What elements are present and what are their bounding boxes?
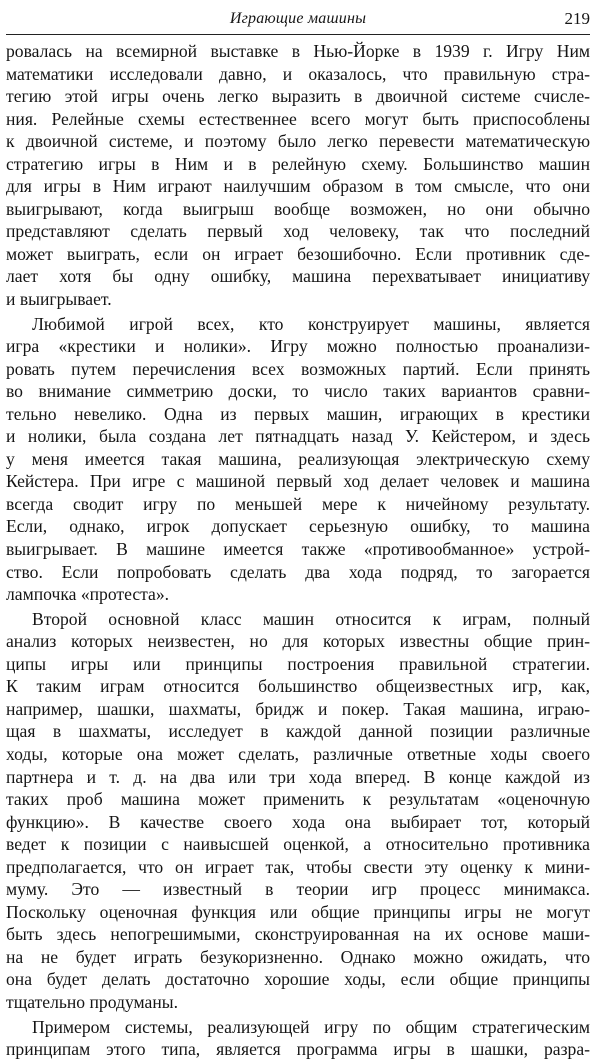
text-line: ходы, которые она может сделать, различные ответные ходы своего	[6, 743, 590, 764]
text-line: стратегию игры в Ним и в релейную схему. Большинство машин	[6, 153, 590, 174]
text-line: Кейстера. При игре с машиной первый ход делает человек и машина	[6, 471, 590, 492]
text-line: ровать путем перечисления всех возможных партий. Если принять	[6, 358, 590, 379]
header-rule	[6, 34, 590, 35]
text-line: ровалась на всемирной выставке в Нью-Йорке в 1939 г. Игру Ним	[6, 41, 590, 61]
text-line: предполагается, что он играет так, чтобы свести эту оценку к мини-	[6, 856, 590, 877]
text-line: математики исследовали давно, и оказалось, что правильную стра-	[6, 63, 590, 84]
text-line: во внимание симметрию доски, то число таких вариантов сравни-	[6, 381, 590, 402]
text-line: выигрывает. В машине имеется также «противообманное» устрой-	[6, 539, 590, 560]
text-line: на не будет играть безукоризненно. Однако можно ожидать, что	[6, 946, 590, 967]
text-line: для игры в Ним играют наилучшим образом в том смысле, что они	[6, 176, 590, 197]
page-number: 219	[564, 9, 590, 28]
text-line: всегда сводит игру по меньшей мере к ничейному результату.	[6, 493, 590, 514]
text-line: Примером системы, реализующей игру по общим стратегическим	[32, 1016, 590, 1037]
text-line: ведет к позиции с наивысшей оценкой, а относительно противника	[6, 834, 590, 855]
text-line: к двоичной системе, и поэтому было легко перевести математическую	[6, 131, 590, 152]
text-line: функцию». В качестве своего хода она выбирает тот, который	[6, 811, 590, 832]
text-line: и нолики, была создана лет пятнадцать назад У. Кейстером, и здесь	[6, 426, 590, 447]
text-line: таких проб машина может применить к результатам «оценочную	[6, 789, 590, 810]
text-line: представляют сделать первый ход человеку, так что последний	[6, 221, 590, 242]
text-line: партнера и т. д. на два или три хода вперед. В конце каждой из	[6, 766, 590, 787]
text-line: и выигрывает.	[6, 289, 112, 310]
text-line: К таким играм относится большинство общеизвестных игр, как,	[6, 676, 590, 697]
text-line: Любимой игрой всех, кто конструирует машины, является	[32, 313, 590, 334]
text-line: муму. Это — известный в теории игр процесс минимакса.	[6, 879, 590, 900]
paragraph	[6, 1016, 590, 1061]
text-line: ство. Если попробовать сделать два хода подряд, то загорается	[6, 561, 590, 582]
paragraph	[6, 608, 590, 1014]
text-line: она будет делать достаточно хорошие ходы, если общие принципы	[6, 969, 590, 990]
text-line: Поскольку оценочная функция или общие принципы игры не могут	[6, 901, 590, 922]
running-title: Играющие машины	[229, 10, 367, 27]
text-line: быть здесь непогрешимыми, сконструированная на их основе маши-	[6, 924, 590, 945]
text-line: тельно невелико. Одна из первых машин, играющих в крестики	[6, 403, 590, 424]
text-line: лает хотя бы одну ошибку, машина перехватывает инициативу	[6, 266, 590, 287]
text-line: может выиграть, если он играет безошибочно. Если противник сде-	[6, 243, 590, 264]
text-line: например, шашки, шахматы, бридж и покер. Такая машина, играю-	[6, 698, 590, 719]
text-line: Второй основной класс машин относится к играм, полный	[32, 608, 590, 629]
text-line: лампочка «протеста».	[6, 584, 170, 605]
text-line: ния. Релейные схемы естественнее всего могут быть приспособлены	[6, 108, 590, 129]
text-line: игра «крестики и нолики». Игру можно полностью проанализи-	[6, 336, 590, 357]
text-line: тегию этой игры очень легко выразить в двоичной системе счисле-	[6, 86, 590, 107]
paragraph	[6, 313, 590, 606]
text-line: принципам этого типа, является программа игры в шашки, разра-	[6, 1039, 590, 1060]
text-line: у меня имеется такая машина, реализующая электрическую схему	[6, 448, 590, 469]
text-line: анализ которых неизвестен, но для которых известны общие прин-	[6, 631, 590, 652]
running-header	[6, 8, 590, 32]
text-line: выигрывают, когда выигрыш вообще возможен, но они обычно	[6, 198, 590, 219]
paragraph	[6, 40, 590, 311]
text-line: ципы игры или принципы построения правильной стратегии.	[6, 653, 590, 674]
text-line: щая в шахматы, исследует в каждой данной позиции различные	[6, 721, 590, 742]
text-line: тщательно продуманы.	[6, 991, 178, 1012]
text-line: Если, однако, игрок допускает серьезную ошибку, то машина	[6, 516, 590, 537]
body-text	[6, 40, 590, 1061]
